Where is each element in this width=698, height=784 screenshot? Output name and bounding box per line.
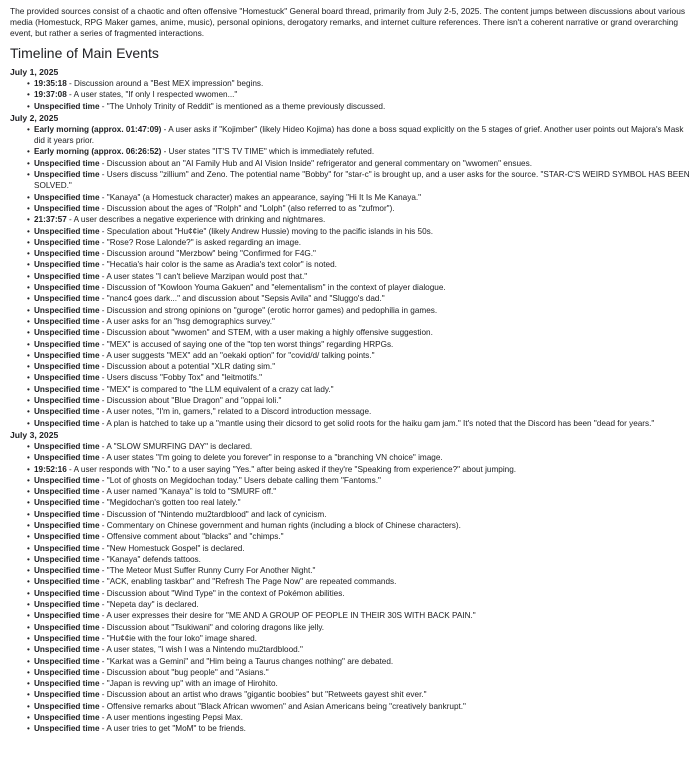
event-description: - A user notes, "I'm in, gamers," related to a Discord introduction message. (99, 407, 372, 417)
event-item (34, 543, 690, 554)
event-time: Unspecified time (34, 283, 100, 293)
event-description: - "Hecatia's hair color is the same as Aradia's text color" is noted. (99, 260, 337, 270)
event-item (34, 271, 690, 282)
event-time: Unspecified time (34, 679, 100, 689)
event-time: Unspecified time (34, 101, 100, 111)
event-description: - Offensive comment about "blacks" and "chimps." (99, 532, 284, 542)
event-time: Unspecified time (34, 713, 100, 723)
event-item (34, 441, 690, 452)
event-time: Unspecified time (34, 453, 100, 463)
section-heading: Timeline of Main Events (10, 45, 159, 61)
event-item (34, 554, 690, 565)
event-item (34, 248, 690, 259)
event-description: - User states "IT'S TV TIME" which is immediately refuted. (161, 147, 375, 157)
event-item (34, 678, 690, 689)
event-item (34, 475, 690, 486)
event-description: - Users discuss "zillium" and Zeno. The potential name "Bobby" for "star-c" is brought up, and a user asks for the source. "STAR-C'S WEIRD SYMBOL HAS BEEN SOLVED." (34, 170, 690, 191)
event-time: Unspecified time (34, 588, 100, 598)
event-description: - A user states, "I wish I was a Nintendo mu2tardblood." (99, 645, 303, 655)
event-description: - Discussion about "Blue Dragon" and "oppai loli." (99, 396, 282, 406)
event-description: - A user mentions ingesting Pepsi Max. (99, 713, 243, 723)
event-item (34, 509, 690, 520)
event-item (34, 372, 690, 383)
event-time: Unspecified time (34, 384, 100, 394)
event-item (34, 520, 690, 531)
event-item (34, 531, 690, 542)
event-item (34, 452, 690, 463)
event-time: Unspecified time (34, 633, 100, 643)
event-item (34, 599, 690, 610)
event-time: Unspecified time (34, 566, 100, 576)
event-time: Early morning (approx. 06:26:52) (34, 147, 162, 157)
event-item (34, 464, 690, 475)
event-item (34, 327, 690, 338)
event-description: - A user tries to get "MoM" to be friends. (99, 724, 246, 734)
event-time: Unspecified time (34, 622, 100, 632)
event-time: Unspecified time (34, 260, 100, 270)
event-description: - Discussion about "Tsukiwani" and coloring dragons like jelly. (99, 622, 325, 632)
event-time: Unspecified time (34, 543, 100, 553)
event-time: Early morning (approx. 01:47:09) (34, 124, 162, 134)
event-item (34, 339, 690, 350)
event-item (34, 192, 690, 203)
event-description: - Discussion about an artist who draws "gigantic boobies" but "Retweets gayest shit ever." (99, 690, 427, 700)
event-description: - Discussion around a "Best MEX impression" begins. (66, 79, 264, 88)
event-time: Unspecified time (34, 611, 100, 621)
event-item (34, 316, 690, 327)
event-description: - "Megidochan's gotten too real lately." (99, 498, 241, 508)
event-item (34, 486, 690, 497)
event-time: Unspecified time (34, 475, 100, 485)
event-item (34, 203, 690, 214)
event-description: - "MEX" is compared to "the LLM equivalent of a crazy cat lady." (99, 384, 334, 394)
event-description: - Discussion about a potential "XLR dating sim." (99, 362, 276, 372)
event-item (34, 214, 690, 225)
event-description: - A user states "I'm going to delete you forever" in response to a "branching VN choice" image. (99, 453, 443, 463)
event-description: - Users discuss "Fobby Tox" and "leitmotifs." (99, 373, 263, 383)
event-time: Unspecified time (34, 407, 100, 417)
event-item (34, 395, 690, 406)
event-time: Unspecified time (34, 701, 100, 711)
event-description: - "Lot of ghosts on Megidochan today." Users debate calling them "Fantoms." (99, 475, 381, 485)
event-item (34, 350, 690, 361)
event-item (34, 226, 690, 237)
event-description: - "Kanaya" (a Homestuck character) makes an appearance, saying "Hi It Is Me Kanaya." (99, 192, 422, 202)
event-description: - Discussion of "Kowloon Youma Gakuen" and "elementalism" in the context of player dialogue. (99, 283, 446, 293)
event-time: Unspecified time (34, 294, 100, 304)
event-description: - A user expresses their desire for "ME AND A GROUP OF PEOPLE IN THEIR 30S WITH BACK PAIN." (99, 611, 476, 621)
event-time: Unspecified time (34, 373, 100, 383)
event-item (34, 633, 690, 644)
event-item (34, 293, 690, 304)
event-time: Unspecified time (34, 418, 100, 428)
event-item (34, 418, 690, 429)
event-time: Unspecified time (34, 690, 100, 700)
event-time: Unspecified time (34, 249, 100, 259)
event-description: - A user states, "If only I respected wwomen..." (66, 90, 238, 100)
event-time: Unspecified time (34, 487, 100, 497)
event-time: Unspecified time (34, 305, 100, 315)
event-list (10, 124, 690, 429)
event-item (34, 259, 690, 270)
event-item (34, 158, 690, 169)
event-description: - A user named "Kanaya" is told to "SMURF off." (99, 487, 277, 497)
event-time: Unspecified time (34, 192, 100, 202)
event-description: - "nanc4 goes dark..." and discussion about "Sepsis Avila" and "Sluggo's dad." (99, 294, 385, 304)
event-time: Unspecified time (34, 498, 100, 508)
event-item (34, 576, 690, 587)
event-description: - A plan is hatched to take up a "mantle using their dicsord to get solid roots for the haiku gam jam." It's noted that the Discord has been "dead for years." (99, 418, 655, 428)
event-time: Unspecified time (34, 226, 100, 236)
event-item (34, 361, 690, 372)
intro-paragraph: The provided sources consist of a chaotic and often offensive "Homestuck" General board thread, primarily from July 2-5, 2025. The content jumps between discussions about various media (Homestuck, RPG Maker games, anime, music), personal opinions, derogatory remarks, and internet culture references. There isn't a coherent narrative or grand overarching event, but rather a series of fragmented interactions. (10, 6, 686, 38)
event-time: Unspecified time (34, 339, 100, 349)
day-label: July 3, 2025 (10, 429, 59, 440)
event-item (34, 610, 690, 621)
event-time: Unspecified time (34, 600, 100, 610)
event-item (34, 101, 690, 112)
event-description: - "Nepeta day" is declared. (99, 600, 199, 610)
event-item (34, 712, 690, 723)
event-description: - Offensive remarks about "Black African wwomen" and Asian Americans being "creatively bankrupt." (99, 701, 466, 711)
timeline (10, 67, 690, 735)
event-item (34, 689, 690, 700)
event-item (34, 723, 690, 734)
event-time: Unspecified time (34, 645, 100, 655)
event-item (34, 305, 690, 316)
event-item (34, 406, 690, 417)
event-time: Unspecified time (34, 237, 100, 247)
day-label: July 1, 2025 (10, 67, 59, 77)
event-item (34, 644, 690, 655)
event-description: - "ACK, enabling taskbar" and "Refresh The Page Now" are repeated commands. (99, 577, 397, 587)
event-item (34, 146, 690, 157)
day-label: July 2, 2025 (10, 112, 59, 123)
event-time: 19:52:16 (34, 464, 67, 474)
event-item (34, 384, 690, 395)
event-time: Unspecified time (34, 441, 100, 451)
event-item (34, 588, 690, 599)
event-description: - A user responds with "No." to a user saying "Yes." after being asked if they're "Speaking from experience?" about jumping. (66, 464, 517, 474)
event-description: - Commentary on Chinese government and human rights (including a block of Chinese characters). (99, 520, 461, 530)
event-item (34, 701, 690, 712)
event-time: Unspecified time (34, 724, 100, 734)
event-description: - Discussion about "Wind Type" in the context of Pokémon abilities. (99, 588, 345, 598)
event-description: - A user asks if "Kojimber" (likely Hideo Kojima) has done a boss squad explicitly on the 5 stages of grief. Another user points out Majora's Mask did it years prior. (34, 124, 684, 146)
event-item (34, 497, 690, 508)
event-time: Unspecified time (34, 158, 100, 168)
event-description: - Discussion and strong opinions on "guroge" (erotic horror games) and pedophilia in games. (99, 305, 438, 315)
event-item (34, 124, 690, 147)
event-item (34, 89, 690, 100)
event-time: Unspecified time (34, 532, 100, 542)
event-description: - A user suggests "MEX" add an "oekaki option" for "covid/d/ talking points." (99, 350, 375, 360)
event-time: Unspecified time (34, 520, 100, 530)
event-description: - "MEX" is accused of saying one of the "top ten worst things" regarding HRPGs. (99, 339, 394, 349)
event-time: 21:37:57 (34, 215, 67, 225)
event-description: - Discussion about the ages of "Rolph" and "Lolph" (also referred to as "zufmor"). (99, 203, 395, 213)
event-description: - "Japan is revving up" with an image of Hirohito. (99, 679, 278, 689)
event-time: Unspecified time (34, 203, 100, 213)
event-item (34, 667, 690, 678)
event-description: - Discussion about "wwomen" and STEM, with a user making a highly offensive suggestion. (99, 328, 433, 338)
event-description: - A user describes a negative experience with drinking and nightmares. (66, 215, 326, 225)
event-description: - Discussion around "Merzbow" being "Confirmed for F4G." (99, 249, 316, 259)
event-list (10, 78, 690, 112)
event-item (34, 565, 690, 576)
event-time: Unspecified time (34, 328, 100, 338)
event-description: - Discussion about an "AI Family Hub and AI Vision Inside" refrigerator and general commentary on "wwomen" ensues. (99, 158, 532, 168)
event-time: Unspecified time (34, 170, 100, 180)
event-list (10, 441, 690, 735)
event-item (34, 282, 690, 293)
event-description: - "Kanaya" defends tattoos. (99, 554, 201, 564)
event-description: - Discussion about "bug people" and "Asians." (99, 667, 269, 677)
event-description: - "The Meteor Must Suffer Runny Curry For Another Night." (99, 566, 316, 576)
event-description: - "New Homestuck Gospel" is declared. (99, 543, 245, 553)
event-time: Unspecified time (34, 396, 100, 406)
event-description: - A user asks for an "hsg demographics survey." (99, 316, 275, 326)
event-time: Unspecified time (34, 577, 100, 587)
event-description: - A "SLOW SMURFING DAY" is declared. (99, 441, 253, 451)
event-time: Unspecified time (34, 316, 100, 326)
event-description: - "Hu¢¢ie with the four loko" image shared. (99, 633, 257, 643)
event-time: Unspecified time (34, 656, 100, 666)
event-item (34, 169, 690, 192)
event-item (34, 622, 690, 633)
event-description: - Speculation about "Hu¢¢ie" (likely Andrew Hussie) moving to the pacific islands in his 50s. (99, 226, 434, 236)
event-description: - "Karkat was a Gemini" and "Him being a Taurus changes nothing" are debated. (99, 656, 394, 666)
event-time: Unspecified time (34, 509, 100, 519)
event-item (34, 78, 690, 89)
event-time: Unspecified time (34, 271, 100, 281)
event-time: Unspecified time (34, 554, 100, 564)
event-description: - A user states "I can't believe Marzipan would post that." (99, 271, 308, 281)
event-description: - "The Unholy Trinity of Reddit" is mentioned as a theme previously discussed. (99, 101, 386, 111)
event-time: 19:37:08 (34, 90, 67, 100)
event-time: Unspecified time (34, 667, 100, 677)
event-item (34, 656, 690, 667)
event-item (34, 237, 690, 248)
event-description: - Discussion of "Nintendo mu2tardblood" and lack of cynicism. (99, 509, 327, 519)
event-time: 19:35:18 (34, 79, 67, 88)
event-time: Unspecified time (34, 350, 100, 360)
event-description: - "Rose? Rose Lalonde?" is asked regarding an image. (99, 237, 302, 247)
event-time: Unspecified time (34, 362, 100, 372)
